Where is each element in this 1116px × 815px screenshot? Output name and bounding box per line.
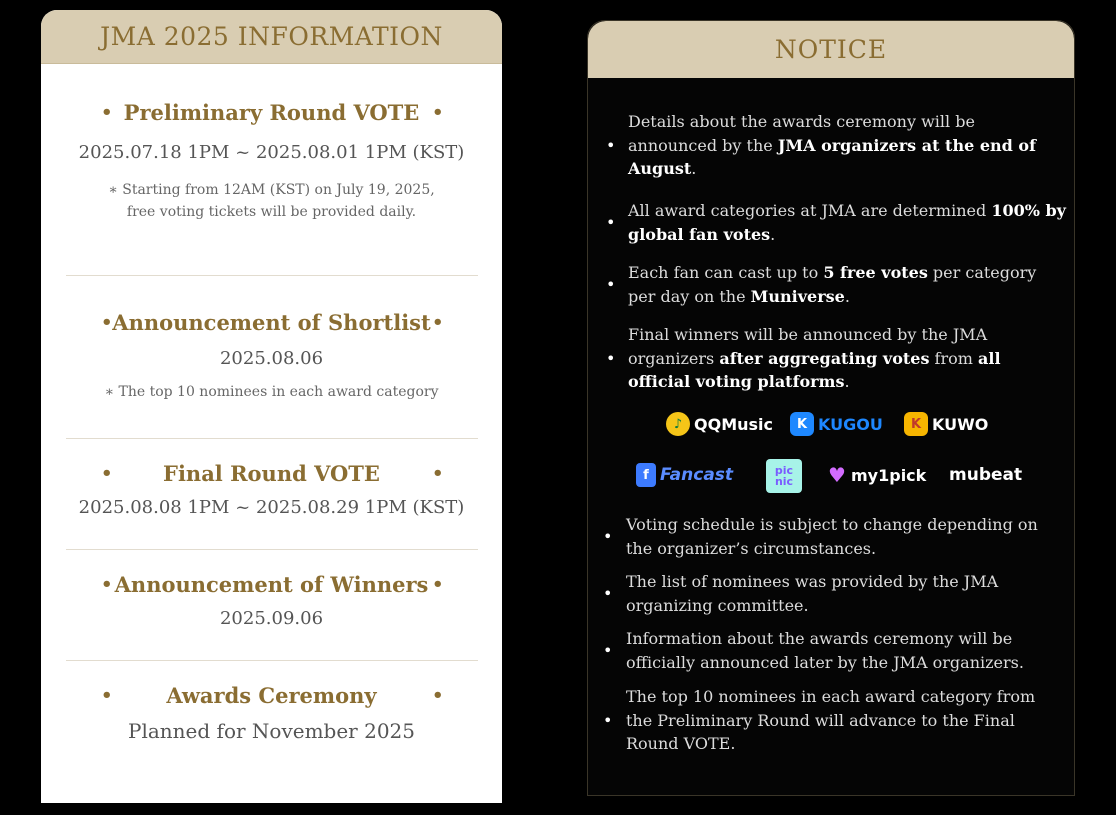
kuwo-logo	[904, 412, 988, 436]
bullet-icon: •	[606, 213, 616, 232]
fancast-logo-icon: f	[636, 463, 656, 487]
notice-item	[588, 513, 1074, 561]
bullet-icon: •	[606, 136, 616, 155]
bullet-icon: •	[606, 349, 616, 368]
section-preliminary-round	[41, 96, 502, 223]
bullet-icon: •	[101, 685, 113, 706]
qqmusic-logo-icon: ♪	[666, 412, 690, 436]
mubeat-logo	[949, 465, 1022, 485]
section-date: Planned for November 2025	[128, 719, 415, 743]
section-ceremony	[41, 679, 502, 743]
kugou-logo-icon: K	[790, 412, 814, 436]
section-final-round	[41, 457, 502, 518]
section-winners	[41, 568, 502, 629]
notice-text: The list of nominees was provided by the JMA organizing committee.	[626, 572, 999, 615]
notice-text: Voting schedule is subject to change depending on the organizer’s circumstances.	[626, 515, 1038, 558]
bullet-icon: •	[603, 711, 613, 730]
info-card	[41, 10, 502, 803]
info-header	[41, 10, 502, 64]
note-line: ∗ Starting from 12AM (KST) on July 19, 2025,	[108, 182, 435, 198]
platform-name: QQMusic	[694, 414, 774, 434]
section-shortlist	[41, 306, 502, 403]
section-title: Announcement of Shortlist	[112, 310, 431, 335]
section-title: Final Round VOTE	[163, 461, 380, 486]
section-note	[41, 179, 502, 223]
qqmusic-logo	[666, 412, 773, 436]
section-date: 2025.09.06	[219, 608, 324, 629]
notice-text: Details about the awards ceremony will be announced by the JMA organizers at the end of August.	[628, 112, 1036, 178]
notice-card	[587, 20, 1075, 796]
bullet-icon: •	[603, 584, 613, 603]
bullet-icon: •	[432, 685, 444, 706]
notice-item	[588, 323, 1074, 395]
picnic-logo	[766, 459, 802, 493]
my1pick-logo	[826, 465, 926, 485]
platform-name: my1pick	[851, 465, 927, 485]
divider	[66, 275, 478, 276]
bullet-icon: •	[432, 102, 444, 123]
section-date: 2025.08.08 1PM ~ 2025.08.29 1PM (KST)	[78, 497, 465, 518]
section-date: 2025.07.18 1PM ~ 2025.08.01 1PM (KST)	[78, 142, 465, 163]
notice-item	[588, 627, 1074, 675]
section-date: 2025.08.06	[219, 348, 324, 369]
bullet-icon: •	[603, 641, 613, 660]
notice-item	[588, 199, 1074, 247]
bullet-icon: •	[101, 102, 113, 123]
notice-text: Information about the awards ceremony will be officially announced later by the JMA organizers.	[626, 629, 1024, 672]
platform-name: Fancast	[660, 465, 734, 485]
notice-item	[588, 570, 1074, 618]
divider	[66, 549, 478, 550]
bullet-icon: •	[606, 275, 616, 294]
platform-name: KUWO	[932, 414, 989, 434]
fancast-logo	[636, 463, 733, 487]
bullet-icon: •	[432, 463, 444, 484]
platform-name: mubeat	[949, 465, 1023, 485]
bullet-icon: •	[101, 574, 113, 595]
notice-text: Each fan can cast up to 5 free votes per category per day on the Muniverse.	[628, 263, 1037, 306]
divider	[66, 438, 478, 439]
notice-title: NOTICE	[774, 35, 888, 64]
section-title: Awards Ceremony	[166, 683, 377, 708]
kuwo-logo-icon: K	[904, 412, 928, 436]
section-note: ∗ The top 10 nominees in each award category	[104, 384, 439, 400]
notice-item	[588, 261, 1074, 309]
section-title: Announcement of Winners	[114, 572, 429, 597]
platform-name: KUGOU	[818, 414, 883, 434]
notice-header	[588, 21, 1074, 78]
notice-text: All award categories at JMA are determined 100% by global fan votes.	[628, 201, 1066, 244]
bullet-icon: •	[101, 312, 113, 333]
picnic-logo-icon: pic nic	[766, 459, 802, 493]
section-title: Preliminary Round VOTE	[123, 100, 420, 125]
notice-item	[588, 685, 1074, 757]
note-line: free voting tickets will be provided daily.	[126, 204, 417, 220]
notice-text: Final winners will be announced by the JMA organizers after aggregating votes from all official voting platforms.	[628, 325, 1001, 391]
info-title: JMA 2025 INFORMATION	[100, 22, 443, 51]
my1pick-logo-icon: ♥	[828, 463, 846, 487]
notice-text: The top 10 nominees in each award category from the Preliminary Round will advance to the Final Round VOTE.	[626, 687, 1036, 753]
kugou-logo	[790, 412, 883, 436]
bullet-icon: •	[432, 574, 444, 595]
bullet-icon: •	[432, 312, 444, 333]
notice-item	[588, 110, 1074, 182]
divider	[66, 660, 478, 661]
bullet-icon: •	[603, 527, 613, 546]
bullet-icon: •	[101, 463, 113, 484]
